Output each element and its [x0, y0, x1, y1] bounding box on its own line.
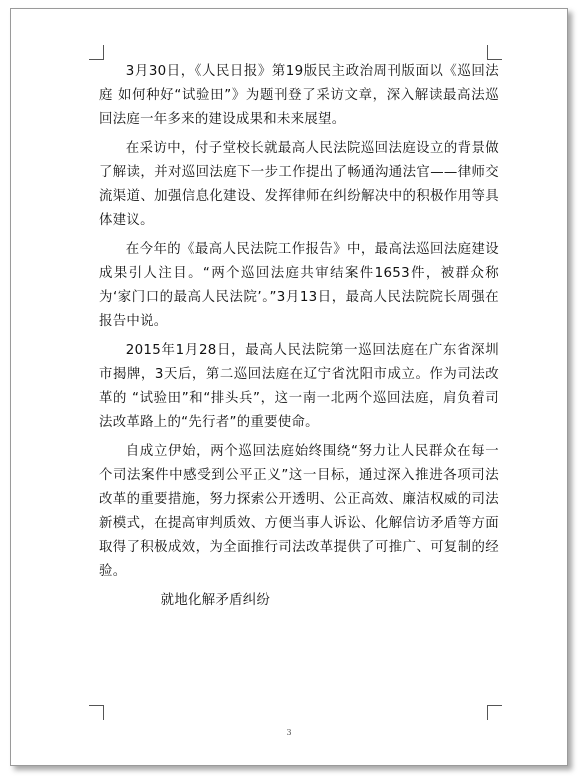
paragraph-2: 在采访中，付子堂校长就最高人民法院巡回法庭设立的背景做了解读，并对巡回法庭下一步工作提出了畅通沟通法官——律师交流渠道、加强信息化建设、发挥律师在纠纷解决中的积极作用等具体建议。	[99, 141, 499, 228]
crop-mark-bottom-left	[89, 705, 104, 720]
page-number: 3	[286, 728, 292, 737]
paragraph-5: 自成立伊始，两个巡回法庭始终围绕“努力让人民群众在每一个司法案件中感受到公平正义”这一目标，通过深入推进各项司法改革的重要措施，努力探索公开透明、公正高效、廉洁权威的司法新模式，在提高审判质效、方便当事人诉讼、化解信访矛盾等方面取得了积极成效，为全面推行司法改革提供了可推广、可复制的经验。	[99, 444, 499, 579]
section-heading: 就地化解矛盾纠纷	[160, 593, 271, 608]
document-body	[99, 60, 499, 618]
crop-mark-bottom-right	[487, 705, 502, 720]
crop-mark-top-left	[89, 45, 104, 60]
paragraph-1: 3月30日，《人民日报》第19版民主政治周刊版面以《巡回法庭 如何种好“试验田”》为题刊登了采访文章，深入解读最高法巡回法庭一年多来的建设成果和未来展望。	[99, 64, 499, 127]
paragraph-4: 2015年1月28日，最高人民法院第一巡回法庭在广东省深圳市揭牌，3天后，第二巡回法庭在辽宁省沈阳市成立。作为司法改革的 “试验田”和“排头兵”，这一南一北两个巡回法庭，肩负着司法改革路上的“先行者”的重要使命。	[99, 343, 499, 430]
document-page	[10, 8, 568, 766]
paragraph-3: 在今年的《最高人民法院工作报告》中，最高法巡回法庭建设成果引人注目。“两个巡回法庭共审结案件1653件，被群众称为‘家门口的最高人民法院’。”3月13日，最高人民法院院长周强在报告中说。	[99, 242, 499, 329]
crop-mark-top-right	[487, 45, 502, 60]
